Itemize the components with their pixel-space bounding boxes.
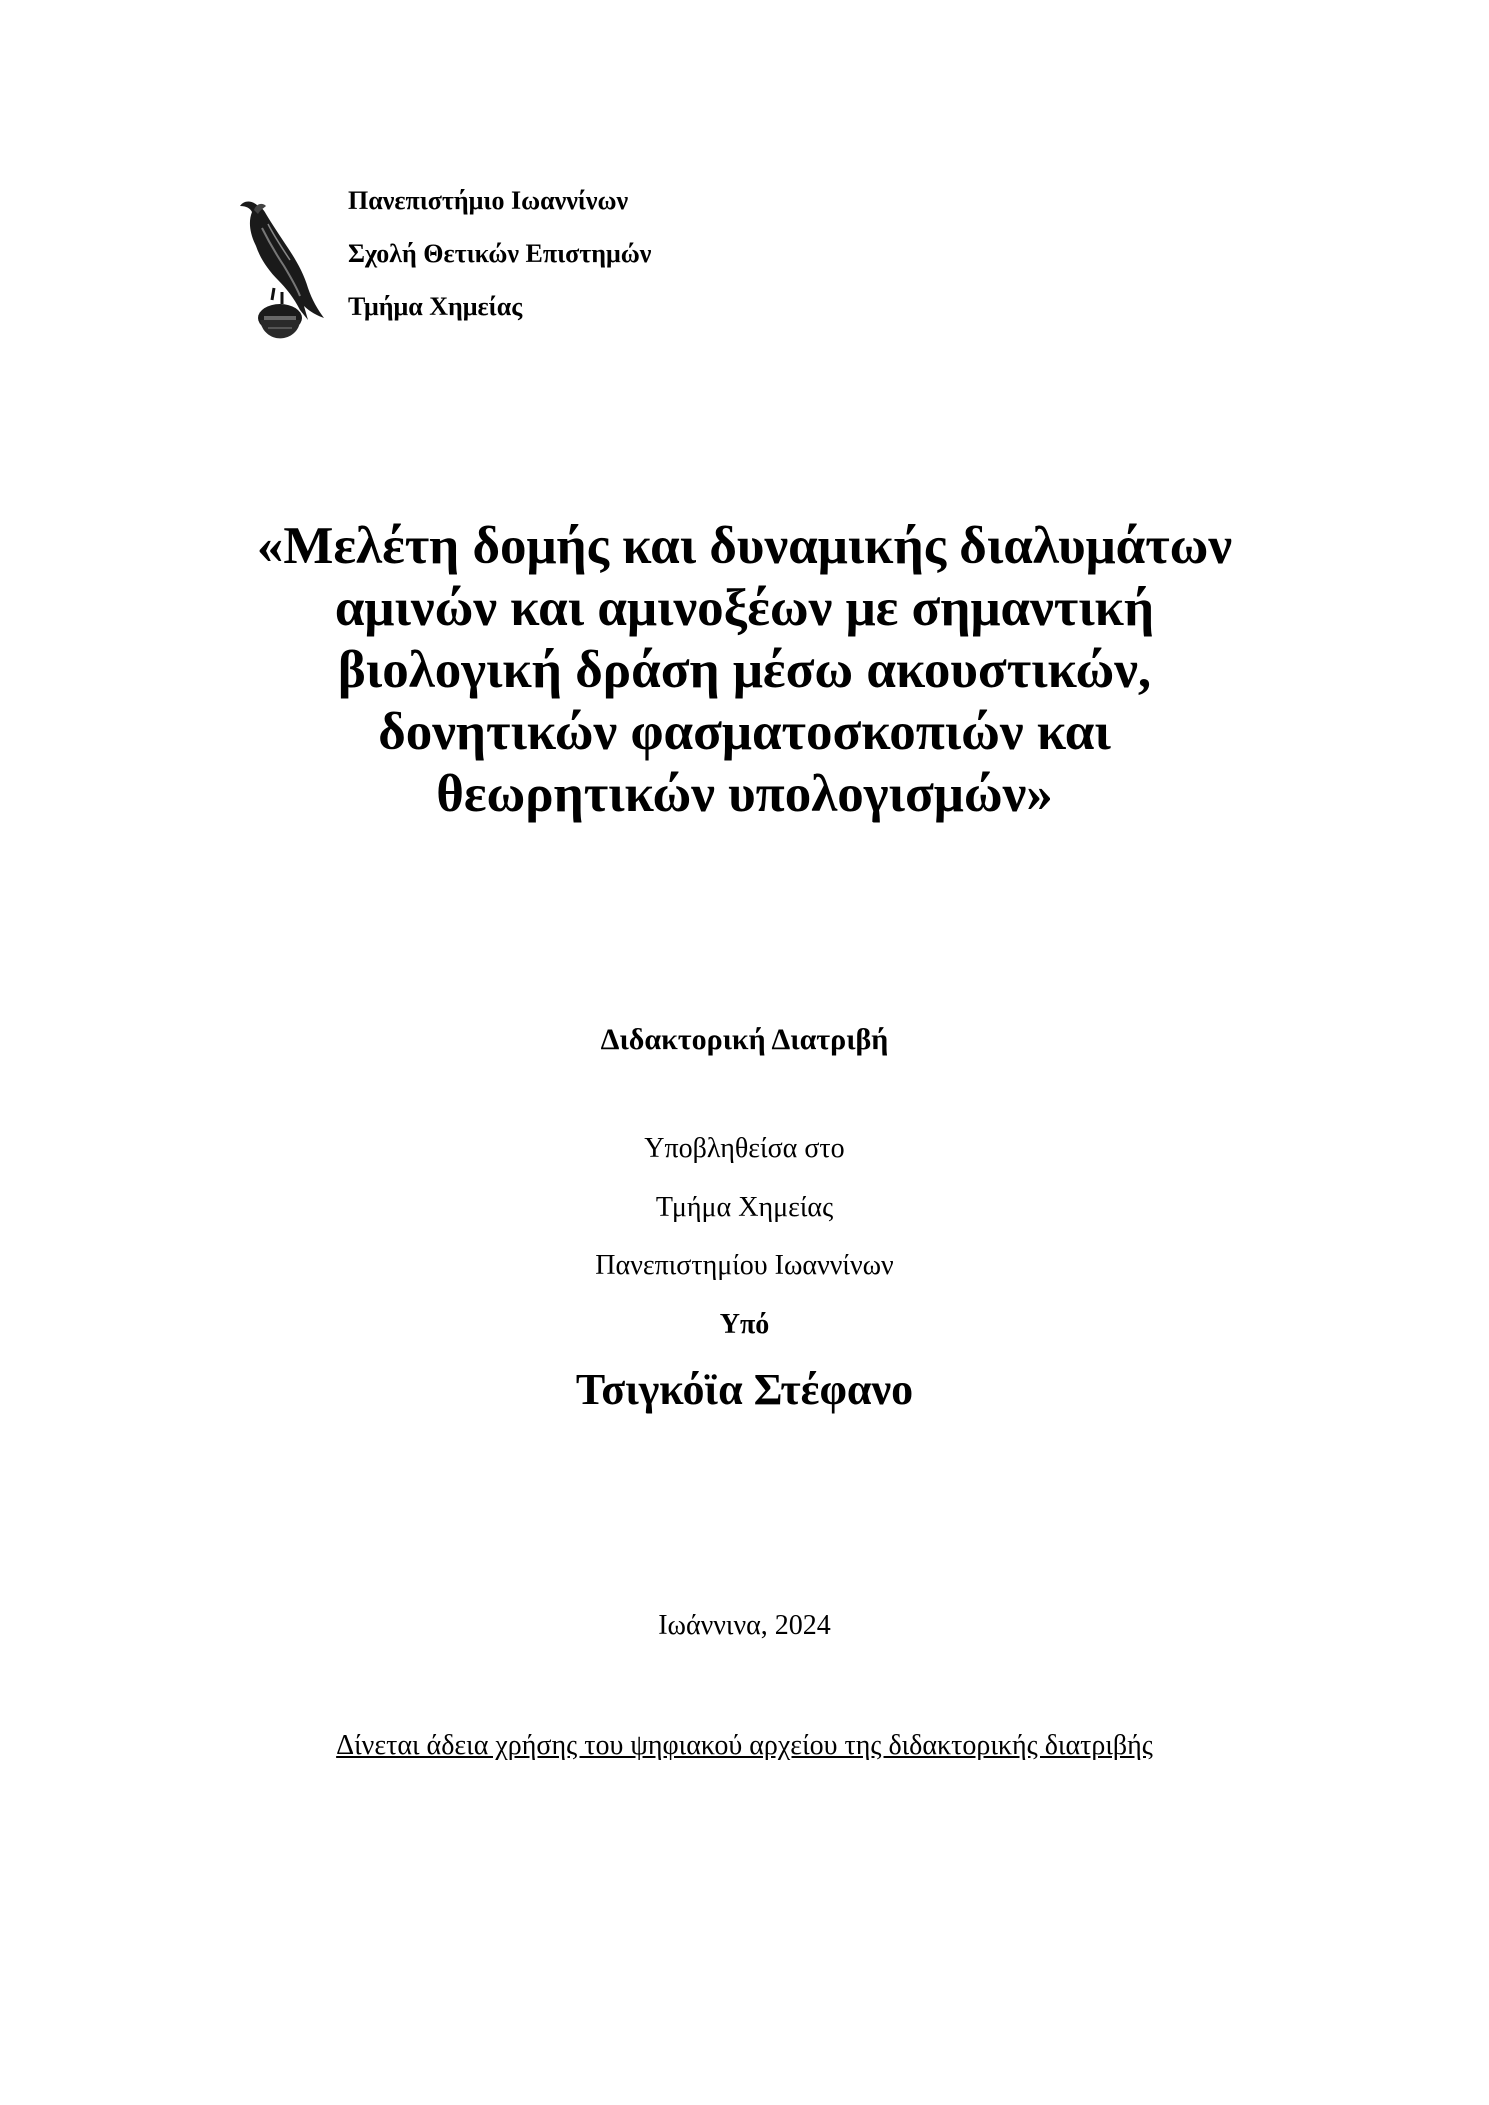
title-line: αμινών και αμινοξέων με σημαντική bbox=[334, 579, 1155, 637]
title-line: «Μελέτη δομής και δυναμικής διαλυμάτων bbox=[256, 517, 1233, 575]
school-name: Σχολή Θετικών Επιστημών bbox=[348, 239, 652, 268]
place-date: Ιωάννινα, 2024 bbox=[658, 1610, 831, 1641]
submission-line: Υποβληθείσα στο bbox=[644, 1133, 845, 1164]
by-label: Υπό bbox=[719, 1309, 770, 1340]
submission-university: Πανεπιστημίου Ιωαννίνων bbox=[595, 1250, 894, 1281]
license-note: Δίνεται άδεια χρήσης του ψηφιακού αρχείου της διδακτορικής διατριβής bbox=[336, 1730, 1153, 1761]
eagle-emblem-icon bbox=[238, 188, 330, 343]
submission-department: Τμήμα Χημείας bbox=[655, 1192, 834, 1223]
title-line: θεωρητικών υπολογισμών» bbox=[436, 765, 1053, 823]
thesis-title bbox=[0, 515, 1489, 825]
title-line: βιολογική δράση μέσω ακουστικών, bbox=[337, 641, 1152, 699]
institution-header bbox=[238, 178, 938, 348]
university-name: Πανεπιστήμιο Ιωαννίνων bbox=[348, 186, 629, 215]
department-name: Τμήμα Χημείας bbox=[348, 292, 523, 321]
author-name: Τσιγκόϊα Στέφανο bbox=[575, 1365, 914, 1414]
document-type: Διδακτορική Διατριβή bbox=[600, 1023, 889, 1056]
title-line: δονητικών φασματοσκοπιών και bbox=[378, 703, 1111, 761]
